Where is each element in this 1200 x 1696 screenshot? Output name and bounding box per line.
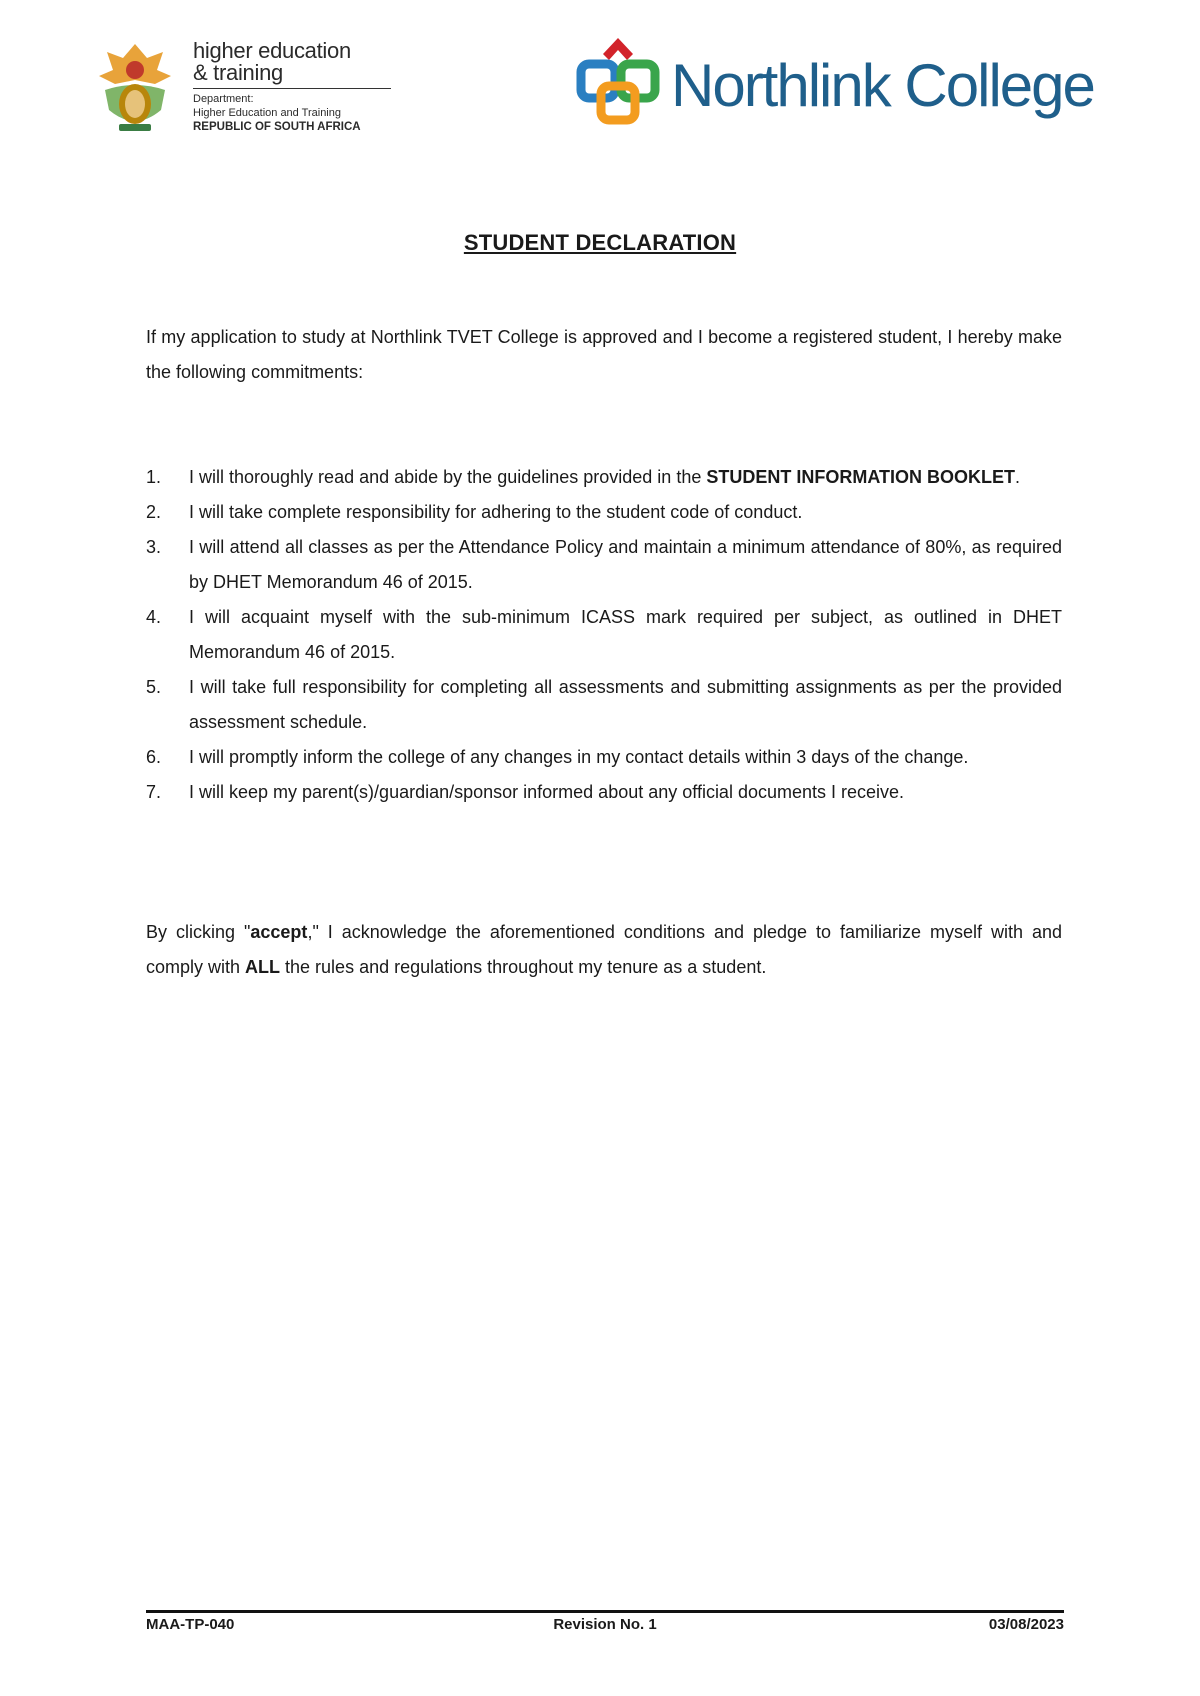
commitment-item	[146, 460, 1062, 495]
coat-of-arms-icon	[95, 40, 175, 136]
footer-divider	[146, 1610, 1064, 1613]
footer	[146, 1616, 1064, 1638]
commitment-number: 6.	[146, 747, 162, 767]
commitment-number: 1.	[146, 467, 162, 487]
document-date: 03/08/2023	[988, 1616, 1064, 1633]
commitment-text-end: .	[1015, 467, 1021, 487]
commitment-item	[146, 740, 1062, 775]
commitment-text: I will keep my parent(s)/guardian/sponsor informed about any official documents I receive.	[189, 782, 905, 802]
college-name: Northlink College	[671, 52, 1094, 119]
document-code: MAA-TP-040	[146, 1616, 235, 1633]
dhet-department-label: Department:	[193, 93, 254, 105]
commitment-number: 3.	[146, 537, 162, 557]
commitment-number: 5.	[146, 677, 162, 697]
commitment-item	[146, 775, 1062, 810]
commitment-item	[146, 530, 1062, 600]
dhet-department-name: Higher Education and Training	[193, 107, 341, 119]
dhet-logo	[95, 40, 395, 140]
commitment-text: I will acquaint myself with the sub-minimum ICASS mark required per subject, as outlined in DHET Memorandum 46 of 2015.	[189, 607, 1062, 662]
intro-paragraph: If my application to study at Northlink TVET College is approved and I become a registered student, I hereby make the following commitments:	[146, 327, 1062, 382]
closing-all-bold: ALL	[245, 957, 281, 977]
commitment-number: 4.	[146, 607, 162, 627]
closing-text: ," I acknowledge the aforementioned conditions and pledge to familiarize myself with and comply with	[146, 922, 1062, 977]
revision-number: Revision No. 1	[553, 1616, 657, 1633]
dhet-name-line1: higher education	[193, 38, 351, 63]
closing-paragraph	[146, 915, 1062, 985]
northlink-logo	[575, 34, 1094, 134]
commitment-item	[146, 495, 1062, 530]
commitment-bold-text: STUDENT INFORMATION BOOKLET	[706, 467, 1015, 487]
closing-accept-bold: accept	[250, 922, 308, 942]
commitment-item	[146, 670, 1062, 740]
commitment-text: I will take complete responsibility for adhering to the student code of conduct.	[189, 502, 803, 522]
closing-text: By clicking "	[146, 922, 251, 942]
dhet-divider	[193, 88, 391, 89]
commitment-item	[146, 600, 1062, 670]
commitment-number: 7.	[146, 782, 162, 802]
dhet-country: REPUBLIC OF SOUTH AFRICA	[193, 121, 361, 133]
commitment-text: I will take full responsibility for completing all assessments and submitting assignments as per the provided assessment schedule.	[189, 677, 1062, 732]
commitment-text: I will attend all classes as per the Attendance Policy and maintain a minimum attendance of 80%, as required by DHET Memorandum 46 of 2015.	[189, 537, 1062, 592]
commitment-text: I will thoroughly read and abide by the guidelines provided in the	[189, 467, 707, 487]
northlink-logo-icon	[575, 34, 661, 130]
closing-text: the rules and regulations throughout my tenure as a student.	[280, 957, 767, 977]
document-title: STUDENT DECLARATION	[463, 230, 737, 255]
commitments-list	[146, 460, 1062, 810]
dhet-name-line2: & training	[193, 60, 283, 85]
commitment-text: I will promptly inform the college of any changes in my contact details within 3 days of the change.	[189, 747, 969, 767]
commitment-number: 2.	[146, 502, 162, 522]
